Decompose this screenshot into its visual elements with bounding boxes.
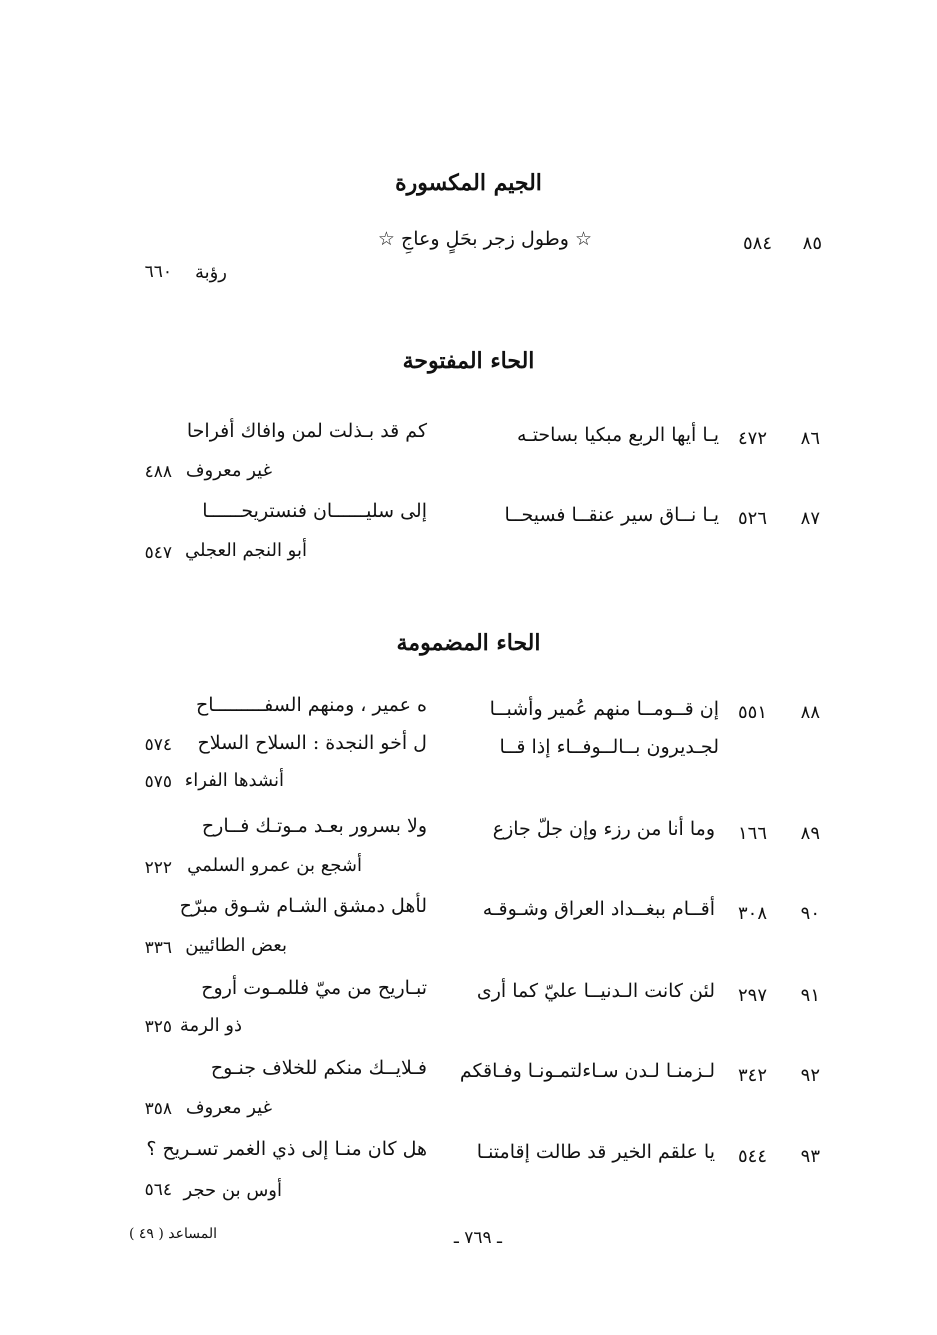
page-number: ـ ٧٦٩ ـ xyxy=(453,1228,502,1248)
poet-page-ref: ٢٢٢ xyxy=(144,858,172,878)
entry-number: ٨٧ xyxy=(800,508,820,529)
poet-name: ذو الرمة xyxy=(179,1015,242,1036)
entry-page: ٣٤٢ xyxy=(737,1065,767,1086)
entry-page: ٣٠٨ xyxy=(737,903,767,924)
verse-second-half: فـلايــك منكم للخلاف جنـوح xyxy=(210,1057,427,1079)
poet-page-ref: ٥٦٤ xyxy=(144,1180,172,1200)
verse-second-half: لأهل دمشق الشـام شـوق مبرّح xyxy=(179,895,427,917)
poet-name: أبو النجم العجلي xyxy=(184,540,307,561)
verse-first-half: لجـديرون بــالــوفــاء إذا قــا xyxy=(499,736,719,758)
verse-first-half: يـا أيها الربع مبكيا بساحتـه xyxy=(516,424,719,446)
verse-second-half: تبـاريح من ميّ فللمـوت أروح xyxy=(201,977,427,999)
verse-first-half: يا علقم الخير قد طالت إقامتنـا xyxy=(476,1141,715,1163)
entry-number: ٩٣ xyxy=(800,1146,820,1167)
verse-second-half: كم قد بـذلت لمن وافاك أفراحا xyxy=(186,420,427,442)
entry-page: ٥٨٤ xyxy=(742,233,772,254)
poet-name: أوس بن حجر xyxy=(183,1180,282,1201)
verse-second-half: هل كان منـا إلى ذي الغمر تسـريح ؟ xyxy=(146,1138,427,1160)
poet-page-ref: ٤٨٨ xyxy=(144,462,172,482)
verse-first-half: أقــام ببغــداد العراق وشـوقـه xyxy=(482,898,715,920)
poet-name: رؤبة xyxy=(194,262,227,283)
poet-page-ref: ٥٤٧ xyxy=(144,543,172,563)
poet-name: أشجع بن عمرو السلمي xyxy=(187,855,362,876)
entry-page: ٤٧٢ xyxy=(737,428,767,449)
verse-first-half: لئن كانت الـدنيــا عليّ كما أرى xyxy=(476,980,715,1002)
poet-name: غير معروف xyxy=(185,460,272,481)
entry-number: ٨٦ xyxy=(800,428,820,449)
poet-page-ref: ٣٣٦ xyxy=(144,938,172,958)
section-title-ha-madmuma: الحاء المضمومة xyxy=(396,630,541,656)
verse-second-half: ل أخو النجدة : السلاح السلاح xyxy=(197,732,427,754)
entry-page: ٥٤٤ xyxy=(737,1146,767,1167)
entry-page: ٥٥١ xyxy=(737,702,767,723)
entry-number: ٩١ xyxy=(800,985,820,1006)
poet-name: بعض الطائيين xyxy=(185,935,287,956)
entry-number: ٩٠ xyxy=(800,903,820,924)
poet-name: أنشدها الفراء xyxy=(184,770,284,791)
verse-second-half: ولا بسرور بعـد مـوتـك فــارح xyxy=(201,815,427,837)
verse-second-half: إلى سليــــــان فنستريحــــــا xyxy=(202,500,427,522)
poet-page-ref: ٥٧٥ xyxy=(144,772,172,792)
verse-half: ☆ وطول زجر بحَلٍ وعاجِ ☆ xyxy=(377,228,592,250)
entry-number: ٨٩ xyxy=(800,823,820,844)
entry-page: ١٦٦ xyxy=(737,823,767,844)
verse-first-half: يـا نــاق سير عنقــا فسيحــا xyxy=(504,504,719,526)
entry-number: ٨٥ xyxy=(802,233,822,254)
footer-signature: المساعد ( ٤٩ ) xyxy=(128,1226,217,1242)
verse-first-half: إن قــومــا منهم عُمير وأشبــا xyxy=(489,698,719,720)
entry-number: ٩٢ xyxy=(800,1065,820,1086)
poet-page-ref: ٥٧٤ xyxy=(144,735,172,755)
verse-second-half: ه عمير ، ومنهم السفـــــــــاح xyxy=(195,694,427,716)
poet-page-ref: ٣٥٨ xyxy=(144,1099,172,1119)
entry-page: ٥٢٦ xyxy=(737,508,767,529)
poet-page-ref: ٦٦٠ xyxy=(144,262,172,282)
section-title-ha-maftuha: الحاء المفتوحة xyxy=(402,348,535,374)
poet-page-ref: ٣٢٥ xyxy=(144,1017,172,1037)
verse-first-half: وما أنا من رزء وإن جلّ جازع xyxy=(492,818,715,840)
section-title-jim: الجيم المكسورة xyxy=(395,170,542,196)
entry-page: ٢٩٧ xyxy=(737,985,767,1006)
poet-name: غير معروف xyxy=(185,1097,272,1118)
entry-number: ٨٨ xyxy=(800,702,820,723)
verse-first-half: لـزمنـا لـدن سـاءلتمـونـا وفـاقكم xyxy=(459,1060,715,1082)
